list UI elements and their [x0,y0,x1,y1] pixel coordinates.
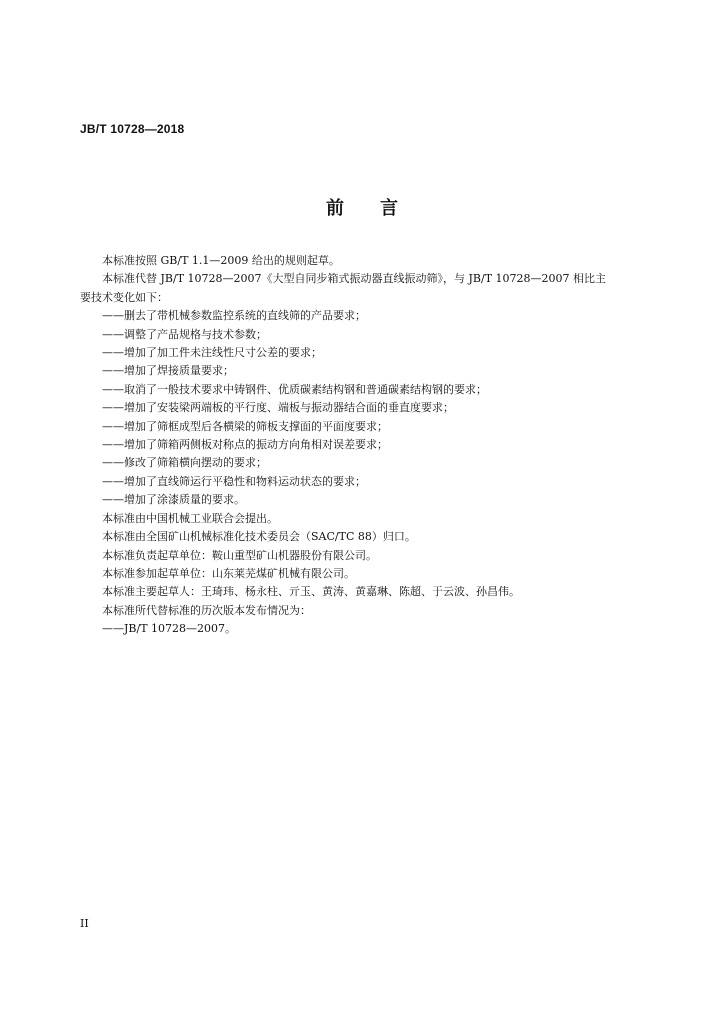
list-item: ——增加了安装梁两端板的平行度、端板与振动器结合面的垂直度要求； [102,401,454,415]
list-item: ——删去了带机械参数监控系统的直线筛的产品要求； [102,309,366,323]
list-item: ——增加了筛框成型后各横梁的筛板支撑面的平面度要求； [102,419,388,433]
paragraph-drafting-unit: 本标准负责起草单位：鞍山重型矿山机器股份有限公司。 [102,548,377,562]
paragraph-drafting-rules: 本标准按照 GB/T 1.1—2009 给出的规则起草。 [102,254,340,267]
list-item: ——增加了涂漆质量的要求。 [102,493,245,507]
page-title [0,194,724,220]
list-item: ——修改了筛箱横向摆动的要求； [102,456,267,470]
list-item: ——取消了一般技术要求中铸钢件、优质碳素结构钢和普通碳素结构钢的要求； [102,382,487,396]
page-title-part2: 言 [380,198,398,219]
list-item: ——调整了产品规格与技术参数； [102,327,267,341]
paragraph-proposed-by: 本标准由中国机械工业联合会提出。 [102,511,278,525]
paragraph-drafters: 本标准主要起草人：王琦玮、杨永柱、亓玉、黄涛、黄嘉琳、陈超、于云波、孙昌伟。 [102,585,520,599]
paragraph-under: 本标准由全国矿山机械标准化技术委员会（SAC/TC 88）归口。 [102,530,416,544]
list-item: ——增加了焊接质量要求； [102,364,234,378]
list-item: ——增加了加工件未注线性尺寸公差的要求； [102,346,322,360]
list-item: ——增加了直线筛运行平稳性和物料运动状态的要求； [102,474,366,488]
document-body [80,252,640,639]
paragraph-history-intro: 本标准所代替标准的历次版本发布情况为： [102,603,311,617]
paragraph-participating-unit: 本标准参加起草单位：山东莱芜煤矿机械有限公司。 [102,566,355,580]
paragraph-replaces-line2: 要技术变化如下： [80,290,168,304]
page-number: II [80,917,89,930]
list-item: ——增加了筛箱两侧板对称点的振动方向角相对误差要求； [102,438,388,452]
page-title-part1: 前 [326,198,344,219]
standard-code: JB/T 10728—2018 [80,122,185,136]
history-item: ——JB/T 10728—2007。 [102,622,237,636]
paragraph-replaces-line1: 本标准代替 JB/T 10728—2007《大型自同步箱式振动器直线振动筛》，与 JB/T 10728—2007 相比主 [102,272,607,286]
